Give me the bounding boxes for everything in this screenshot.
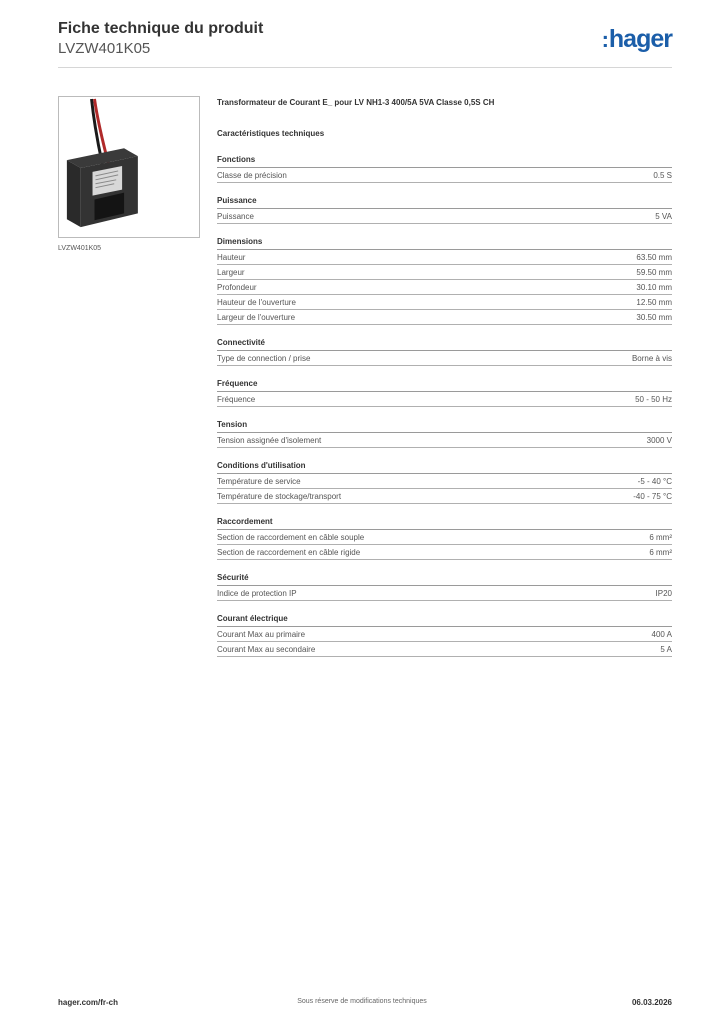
spec-row — [217, 209, 672, 224]
product-title: Transformateur de Courant E_ pour LV NH1-3 400/5A 5VA Classe 0,5S CH — [217, 98, 495, 107]
spec-value: 30.10 mm — [636, 283, 672, 292]
spec-sections — [217, 153, 672, 657]
spec-label: Largeur de l'ouverture — [217, 313, 296, 322]
spec-label: Tension assignée d'isolement — [217, 436, 322, 445]
spec-row — [217, 280, 672, 295]
spec-section — [217, 418, 672, 448]
spec-section — [217, 235, 672, 325]
page-title: Fiche technique du produit — [58, 20, 264, 37]
spec-label: Section de raccordement en câble souple — [217, 533, 365, 542]
spec-label: Profondeur — [217, 283, 257, 292]
product-reference: LVZW401K05 — [58, 40, 151, 57]
section-title: Conditions d'utilisation — [217, 459, 672, 474]
spec-section — [217, 153, 672, 183]
product-image — [58, 96, 200, 238]
spec-row — [217, 168, 672, 183]
spec-value: 5 A — [660, 645, 672, 654]
footer-website: hager.com/fr-ch — [58, 998, 119, 1007]
spec-section — [217, 194, 672, 224]
spec-row — [217, 489, 672, 504]
spec-label: Largeur — [217, 268, 245, 277]
spec-row — [217, 310, 672, 325]
spec-row — [217, 392, 672, 407]
spec-row — [217, 545, 672, 560]
spec-value: -40 - 75 °C — [633, 492, 672, 501]
spec-row — [217, 642, 672, 657]
spec-label: Courant Max au secondaire — [217, 645, 316, 654]
spec-label: Type de connection / prise — [217, 354, 311, 363]
spec-value: -5 - 40 °C — [637, 477, 672, 486]
spec-label: Puissance — [217, 212, 254, 221]
spec-section — [217, 571, 672, 601]
spec-section — [217, 459, 672, 504]
section-title: Fréquence — [217, 377, 672, 392]
spec-label: Indice de protection IP — [217, 589, 297, 598]
spec-label: Température de stockage/transport — [217, 492, 342, 501]
spec-label: Température de service — [217, 477, 301, 486]
footer-disclaimer: Sous réserve de modifications techniques — [297, 998, 427, 1005]
section-title: Puissance — [217, 194, 672, 209]
current-transformer-illustration — [59, 97, 199, 237]
footer-date: 06.03.2026 — [631, 998, 672, 1007]
spec-value: IP20 — [655, 589, 672, 598]
spec-value: 63.50 mm — [636, 253, 672, 262]
spec-row — [217, 627, 672, 642]
section-title: Raccordement — [217, 515, 672, 530]
spec-value: 30.50 mm — [636, 313, 672, 322]
spec-row — [217, 530, 672, 545]
section-title: Courant électrique — [217, 612, 672, 627]
spec-value: 5 VA — [655, 212, 672, 221]
spec-section — [217, 515, 672, 560]
spec-row — [217, 250, 672, 265]
logo-wordmark: hager — [608, 25, 672, 53]
spec-value: 59.50 mm — [636, 268, 672, 277]
section-title: Tension — [217, 418, 672, 433]
section-title: Dimensions — [217, 235, 672, 250]
header-divider — [58, 67, 672, 68]
spec-value: 0.5 S — [653, 171, 672, 180]
spec-value: 50 - 50 Hz — [635, 395, 672, 404]
spec-row — [217, 265, 672, 280]
section-title: Fonctions — [217, 153, 672, 168]
spec-value: 3000 V — [646, 436, 672, 445]
spec-label: Section de raccordement en câble rigide — [217, 548, 361, 557]
logo-colon-mark: : — [601, 27, 608, 52]
spec-label: Hauteur — [217, 253, 246, 262]
section-title: Connectivité — [217, 336, 672, 351]
spec-value: 6 mm² — [649, 533, 672, 542]
spec-value: 12.50 mm — [636, 298, 672, 307]
hager-logo — [602, 27, 672, 52]
spec-row — [217, 295, 672, 310]
spec-row — [217, 586, 672, 601]
spec-row — [217, 433, 672, 448]
spec-label: Courant Max au primaire — [217, 630, 306, 639]
spec-value: 6 mm² — [649, 548, 672, 557]
image-caption: LVZW401K05 — [58, 245, 102, 252]
spec-row — [217, 351, 672, 366]
spec-content — [217, 96, 672, 657]
spec-label: Classe de précision — [217, 171, 287, 180]
spec-label: Fréquence — [217, 395, 256, 404]
spec-section — [217, 377, 672, 407]
spec-section — [217, 336, 672, 366]
section-title: Sécurité — [217, 571, 672, 586]
spec-value: 400 A — [651, 630, 672, 639]
characteristics-heading: Caractéristiques techniques — [217, 129, 325, 138]
spec-row — [217, 474, 672, 489]
spec-section — [217, 612, 672, 657]
spec-value: Borne à vis — [631, 354, 672, 363]
spec-label: Hauteur de l'ouverture — [217, 298, 296, 307]
